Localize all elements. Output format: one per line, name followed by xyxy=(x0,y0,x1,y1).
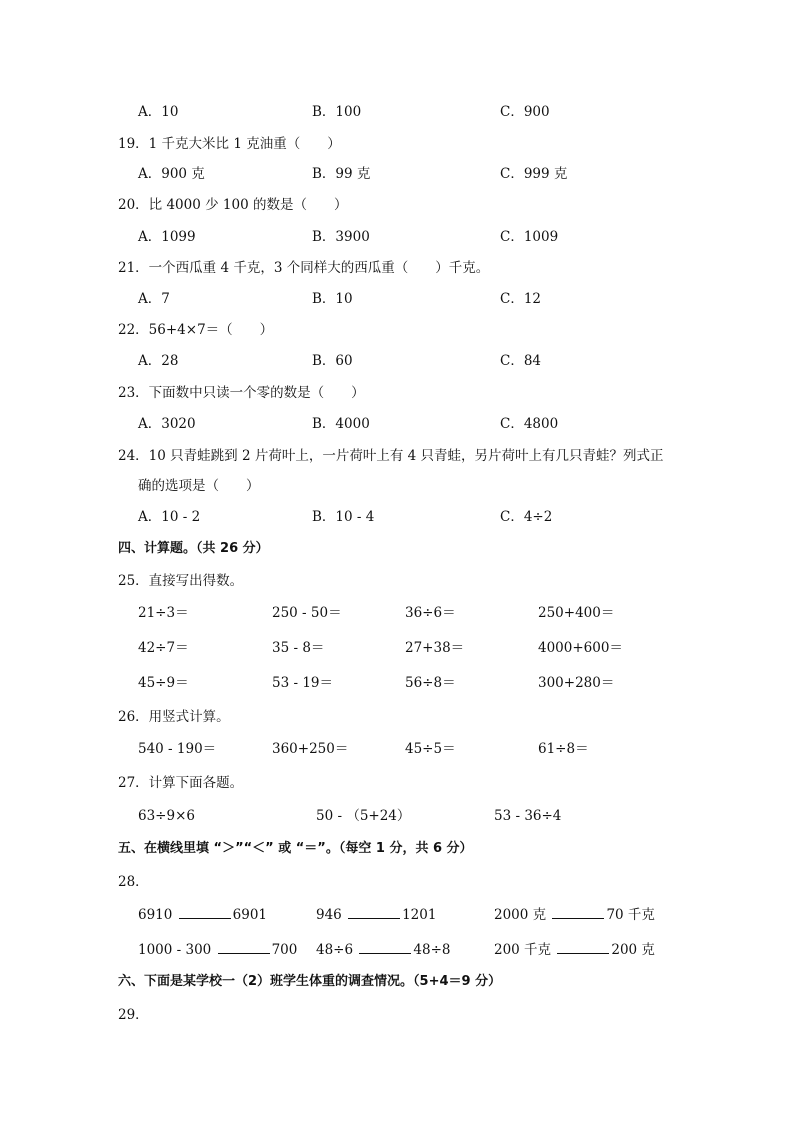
q27-item: 53 - 36÷4 xyxy=(494,808,562,824)
q18-option-b: B．100 xyxy=(312,104,362,120)
q23-stem: 23．下面数中只读一个零的数是（ ） xyxy=(118,385,365,401)
q19-option-b: B．99 克 xyxy=(312,166,371,182)
q28-answer-blank[interactable] xyxy=(218,940,270,954)
q28-right: 700 xyxy=(271,942,298,958)
q29-stem: 29． xyxy=(118,1007,149,1023)
q25-item: 250 - 50＝ xyxy=(272,605,342,621)
q23-option-a: A．3020 xyxy=(138,416,196,432)
q22-option-a: A．28 xyxy=(138,353,179,369)
q23-option-b: B．4000 xyxy=(312,416,370,432)
q28-left: 2000 克 xyxy=(494,907,547,923)
q26-item: 61÷8＝ xyxy=(538,741,589,757)
q24-stem-line2: 确的选项是（ ） xyxy=(138,478,260,494)
q25-stem: 25．直接写出得数。 xyxy=(118,573,244,589)
q26-item: 540 - 190＝ xyxy=(138,741,217,757)
q28-left: 1000 - 300 xyxy=(138,942,212,958)
section-6-title: 六、下面是某学校一（2）班学生体重的调查情况。（5+4＝9 分） xyxy=(118,974,502,989)
q20-option-c: C．1009 xyxy=(500,229,559,245)
q28-right: 6901 xyxy=(232,907,268,923)
q21-option-c: C．12 xyxy=(500,291,542,307)
q21-stem: 21．一个西瓜重 4 千克，3 个同样大的西瓜重（ ）千克。 xyxy=(118,260,490,276)
q25-item: 45÷9＝ xyxy=(138,675,189,691)
q24-option-c: C．4÷2 xyxy=(500,509,553,525)
q28-answer-blank[interactable] xyxy=(359,940,411,954)
q28-answer-blank[interactable] xyxy=(179,905,231,919)
q19-option-a: A．900 克 xyxy=(138,166,205,182)
q22-stem: 22．56+4×7＝（ ） xyxy=(118,322,274,338)
q28-stem: 28． xyxy=(118,874,149,890)
q28-left: 946 xyxy=(316,907,342,923)
q28-right: 200 克 xyxy=(611,942,655,958)
q26-item: 360+250＝ xyxy=(272,741,349,757)
q28-answer-blank[interactable] xyxy=(557,940,609,954)
q24-option-a: A．10 - 2 xyxy=(138,509,201,525)
q28-comparison xyxy=(494,905,655,924)
q20-option-a: A．1099 xyxy=(138,229,196,245)
q20-stem: 20．比 4000 少 100 的数是（ ） xyxy=(118,197,348,213)
q28-left: 200 千克 xyxy=(494,942,552,958)
q28-comparison xyxy=(316,905,436,924)
q25-item: 250+400＝ xyxy=(538,605,615,621)
q28-comparison xyxy=(138,940,297,959)
q25-item: 53 - 19＝ xyxy=(272,675,334,691)
q27-stem: 27．计算下面各题。 xyxy=(118,775,244,791)
q24-option-b: B．10 - 4 xyxy=(312,509,375,525)
q25-item: 27+38＝ xyxy=(405,640,465,656)
q25-item: 36÷6＝ xyxy=(405,605,456,621)
q24-stem-line1: 24．10 只青蛙跳到 2 片荷叶上，一片荷叶上有 4 只青蛙，另片荷叶上有几只青蛙？列式正 xyxy=(118,448,664,464)
q28-left: 6910 xyxy=(138,907,173,923)
q28-right: 70 千克 xyxy=(606,907,655,923)
section-4-title: 四、计算题。（共 26 分） xyxy=(118,541,269,556)
q25-item: 21÷3＝ xyxy=(138,605,189,621)
q25-item: 300+280＝ xyxy=(538,675,615,691)
q22-option-b: B．60 xyxy=(312,353,353,369)
q27-item: 50 - （5+24） xyxy=(316,808,411,824)
q18-option-c: C．900 xyxy=(500,104,550,120)
q21-option-a: A．7 xyxy=(138,291,170,307)
q21-option-b: B．10 xyxy=(312,291,353,307)
q25-item: 56÷8＝ xyxy=(405,675,456,691)
section-5-title: 五、在横线里填 “＞”“＜” 或 “＝”。（每空 1 分，共 6 分） xyxy=(118,841,473,856)
q26-item: 45÷5＝ xyxy=(405,741,456,757)
q26-stem: 26．用竖式计算。 xyxy=(118,709,230,725)
q25-item: 42÷7＝ xyxy=(138,640,189,656)
q28-right: 1201 xyxy=(402,907,437,923)
q23-option-c: C．4800 xyxy=(500,416,559,432)
q28-answer-blank[interactable] xyxy=(348,905,400,919)
q28-answer-blank[interactable] xyxy=(552,905,604,919)
q28-right: 48÷8 xyxy=(413,942,451,958)
q28-left: 48÷6 xyxy=(316,942,354,958)
q25-item: 35 - 8＝ xyxy=(272,640,325,656)
q19-option-c: C．999 克 xyxy=(500,166,568,182)
q20-option-b: B．3900 xyxy=(312,229,370,245)
q25-item: 4000+600＝ xyxy=(538,640,623,656)
q19-stem: 19．1 千克大米比 1 克油重（ ） xyxy=(118,136,341,152)
q18-option-a: A．10 xyxy=(138,104,179,120)
q28-comparison xyxy=(494,940,655,959)
q28-comparison xyxy=(316,940,450,959)
q27-item: 63÷9×6 xyxy=(138,808,195,824)
q22-option-c: C．84 xyxy=(500,353,542,369)
q28-comparison xyxy=(138,905,267,924)
